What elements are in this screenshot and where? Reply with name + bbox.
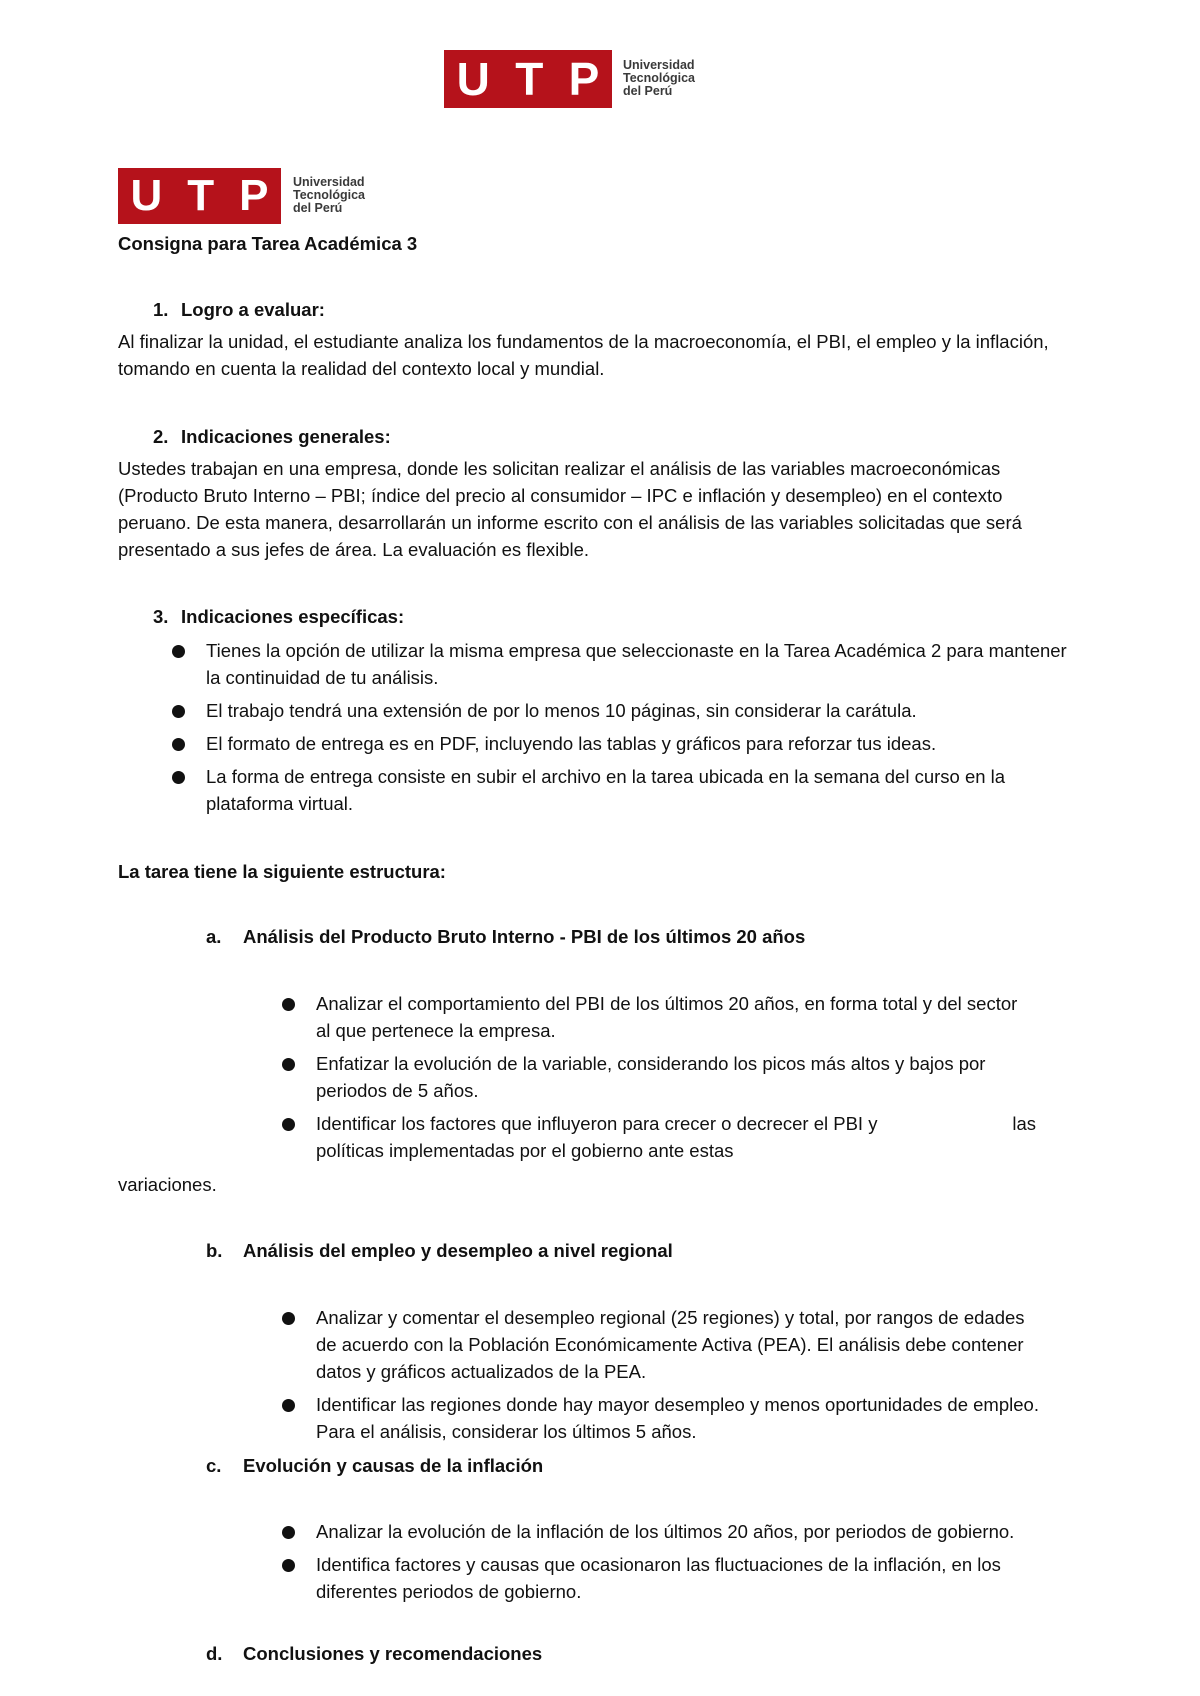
list-item: Identificar las regiones donde hay mayor desempleo y menos oportunidades de empleo. Para el análisis, considerar los últimos 5 años. [316,1391,1046,1445]
section-number: 1. [153,299,169,320]
part-title: Análisis del empleo y desempleo a nivel regional [243,1240,673,1261]
part-b-heading [206,1237,673,1264]
part-c-bullets [316,1518,1046,1611]
section-1-heading [153,296,325,323]
part-d-heading [206,1640,542,1667]
logo-letter: U [456,53,490,105]
part-c-heading [206,1452,543,1479]
bullet-wrap-text: variaciones. [118,1174,217,1195]
part-title: Evolución y causas de la inflación [243,1455,544,1476]
utp-logo-document [118,168,373,224]
part-letter: a. [206,926,222,947]
bullet-text: políticas implementadas por el gobierno ante estas [316,1140,734,1161]
section-2-heading [153,423,391,450]
utp-logo-header [444,50,699,108]
bullet-text: Identificar los factores que influyeron para crecer o decrecer el PBI y [316,1113,878,1134]
list-item: Analizar la evolución de la inflación de los últimos 20 años, por periodos de gobierno. [316,1518,1046,1545]
section-2-text: Ustedes trabajan en una empresa, donde les solicitan realizar el análisis de las variables macroeconómicas (Producto Bruto Interno – PBI; índice del precio al consumidor – IPC e inflación y desempleo) en el contexto peruano. De esta manera, desarrollarán un informe escrito con el análisis de las variables solicitadas que será presentado a sus jefes de área. La evaluación es flexible. [118,458,1022,560]
section-title: Indicaciones específicas: [181,606,405,627]
list-item: La forma de entrega consiste en subir el archivo en la tarea ubicada en la semana del curso en la plataforma virtual. [206,763,1076,817]
section-number: 2. [153,426,169,447]
list-item: Identifica factores y causas que ocasionaron las fluctuaciones de la inflación, en los diferentes periodos de gobierno. [316,1551,1046,1605]
part-title: Conclusiones y recomendaciones [243,1643,543,1664]
section-title: Indicaciones generales: [181,426,391,447]
list-item: El formato de entrega es en PDF, incluyendo las tablas y gráficos para reforzar tus ideas. [206,730,1076,757]
section-number: 3. [153,606,169,627]
document-title: Consigna para Tarea Académica 3 [118,233,418,254]
logo-letter: P [568,53,600,105]
list-item: Analizar el comportamiento del PBI de los últimos 20 años, en forma total y del sector al que pertenece la empresa. [316,990,1036,1044]
part-letter: d. [206,1643,223,1664]
logo-letter: T [187,171,215,220]
logo-letter: U [130,171,163,220]
list-item: Enfatizar la evolución de la variable, considerando los picos más altos y bajos por periodos de 5 años. [316,1050,1036,1104]
part-a-bullets [316,990,1036,1170]
section-title: Logro a evaluar: [181,299,325,320]
logo-wordmark: Universidad Tecnológica del Perú [623,59,696,99]
part-letter: b. [206,1240,223,1261]
section-3-heading [153,603,404,630]
logo-letter: P [239,171,269,220]
section-3-bullets [206,637,1076,823]
utp-logo-mark [444,50,612,108]
part-a-heading [206,923,805,950]
part-letter: c. [206,1455,222,1476]
list-item: Tienes la opción de utilizar la misma empresa que seleccionaste en la Tarea Académica 2 para mantener la continuidad de tu análisis. [206,637,1076,691]
logo-wordmark: Universidad Tecnológica del Perú [293,175,366,216]
part-title: Análisis del Producto Bruto Interno - PBI de los últimos 20 años [243,926,806,947]
logo-letter: T [515,53,544,105]
structure-heading: La tarea tiene la siguiente estructura: [118,861,446,882]
section-1-text: Al finalizar la unidad, el estudiante analiza los fundamentos de la macroeconomía, el PBI, el empleo y la inflación, tomando en cuenta la realidad del contexto local y mundial. [118,331,1049,379]
utp-logo-mark [118,168,281,224]
bullet-text: las [1012,1113,1036,1134]
part-b-bullets [316,1304,1046,1451]
list-item [316,1110,1036,1164]
list-item: El trabajo tendrá una extensión de por lo menos 10 páginas, sin considerar la carátula. [206,697,1076,724]
list-item: Analizar y comentar el desempleo regional (25 regiones) y total, por rangos de edades de acuerdo con la Población Económicamente Activa (PEA). El análisis debe contener datos y gráficos actualizados de la PEA. [316,1304,1046,1385]
